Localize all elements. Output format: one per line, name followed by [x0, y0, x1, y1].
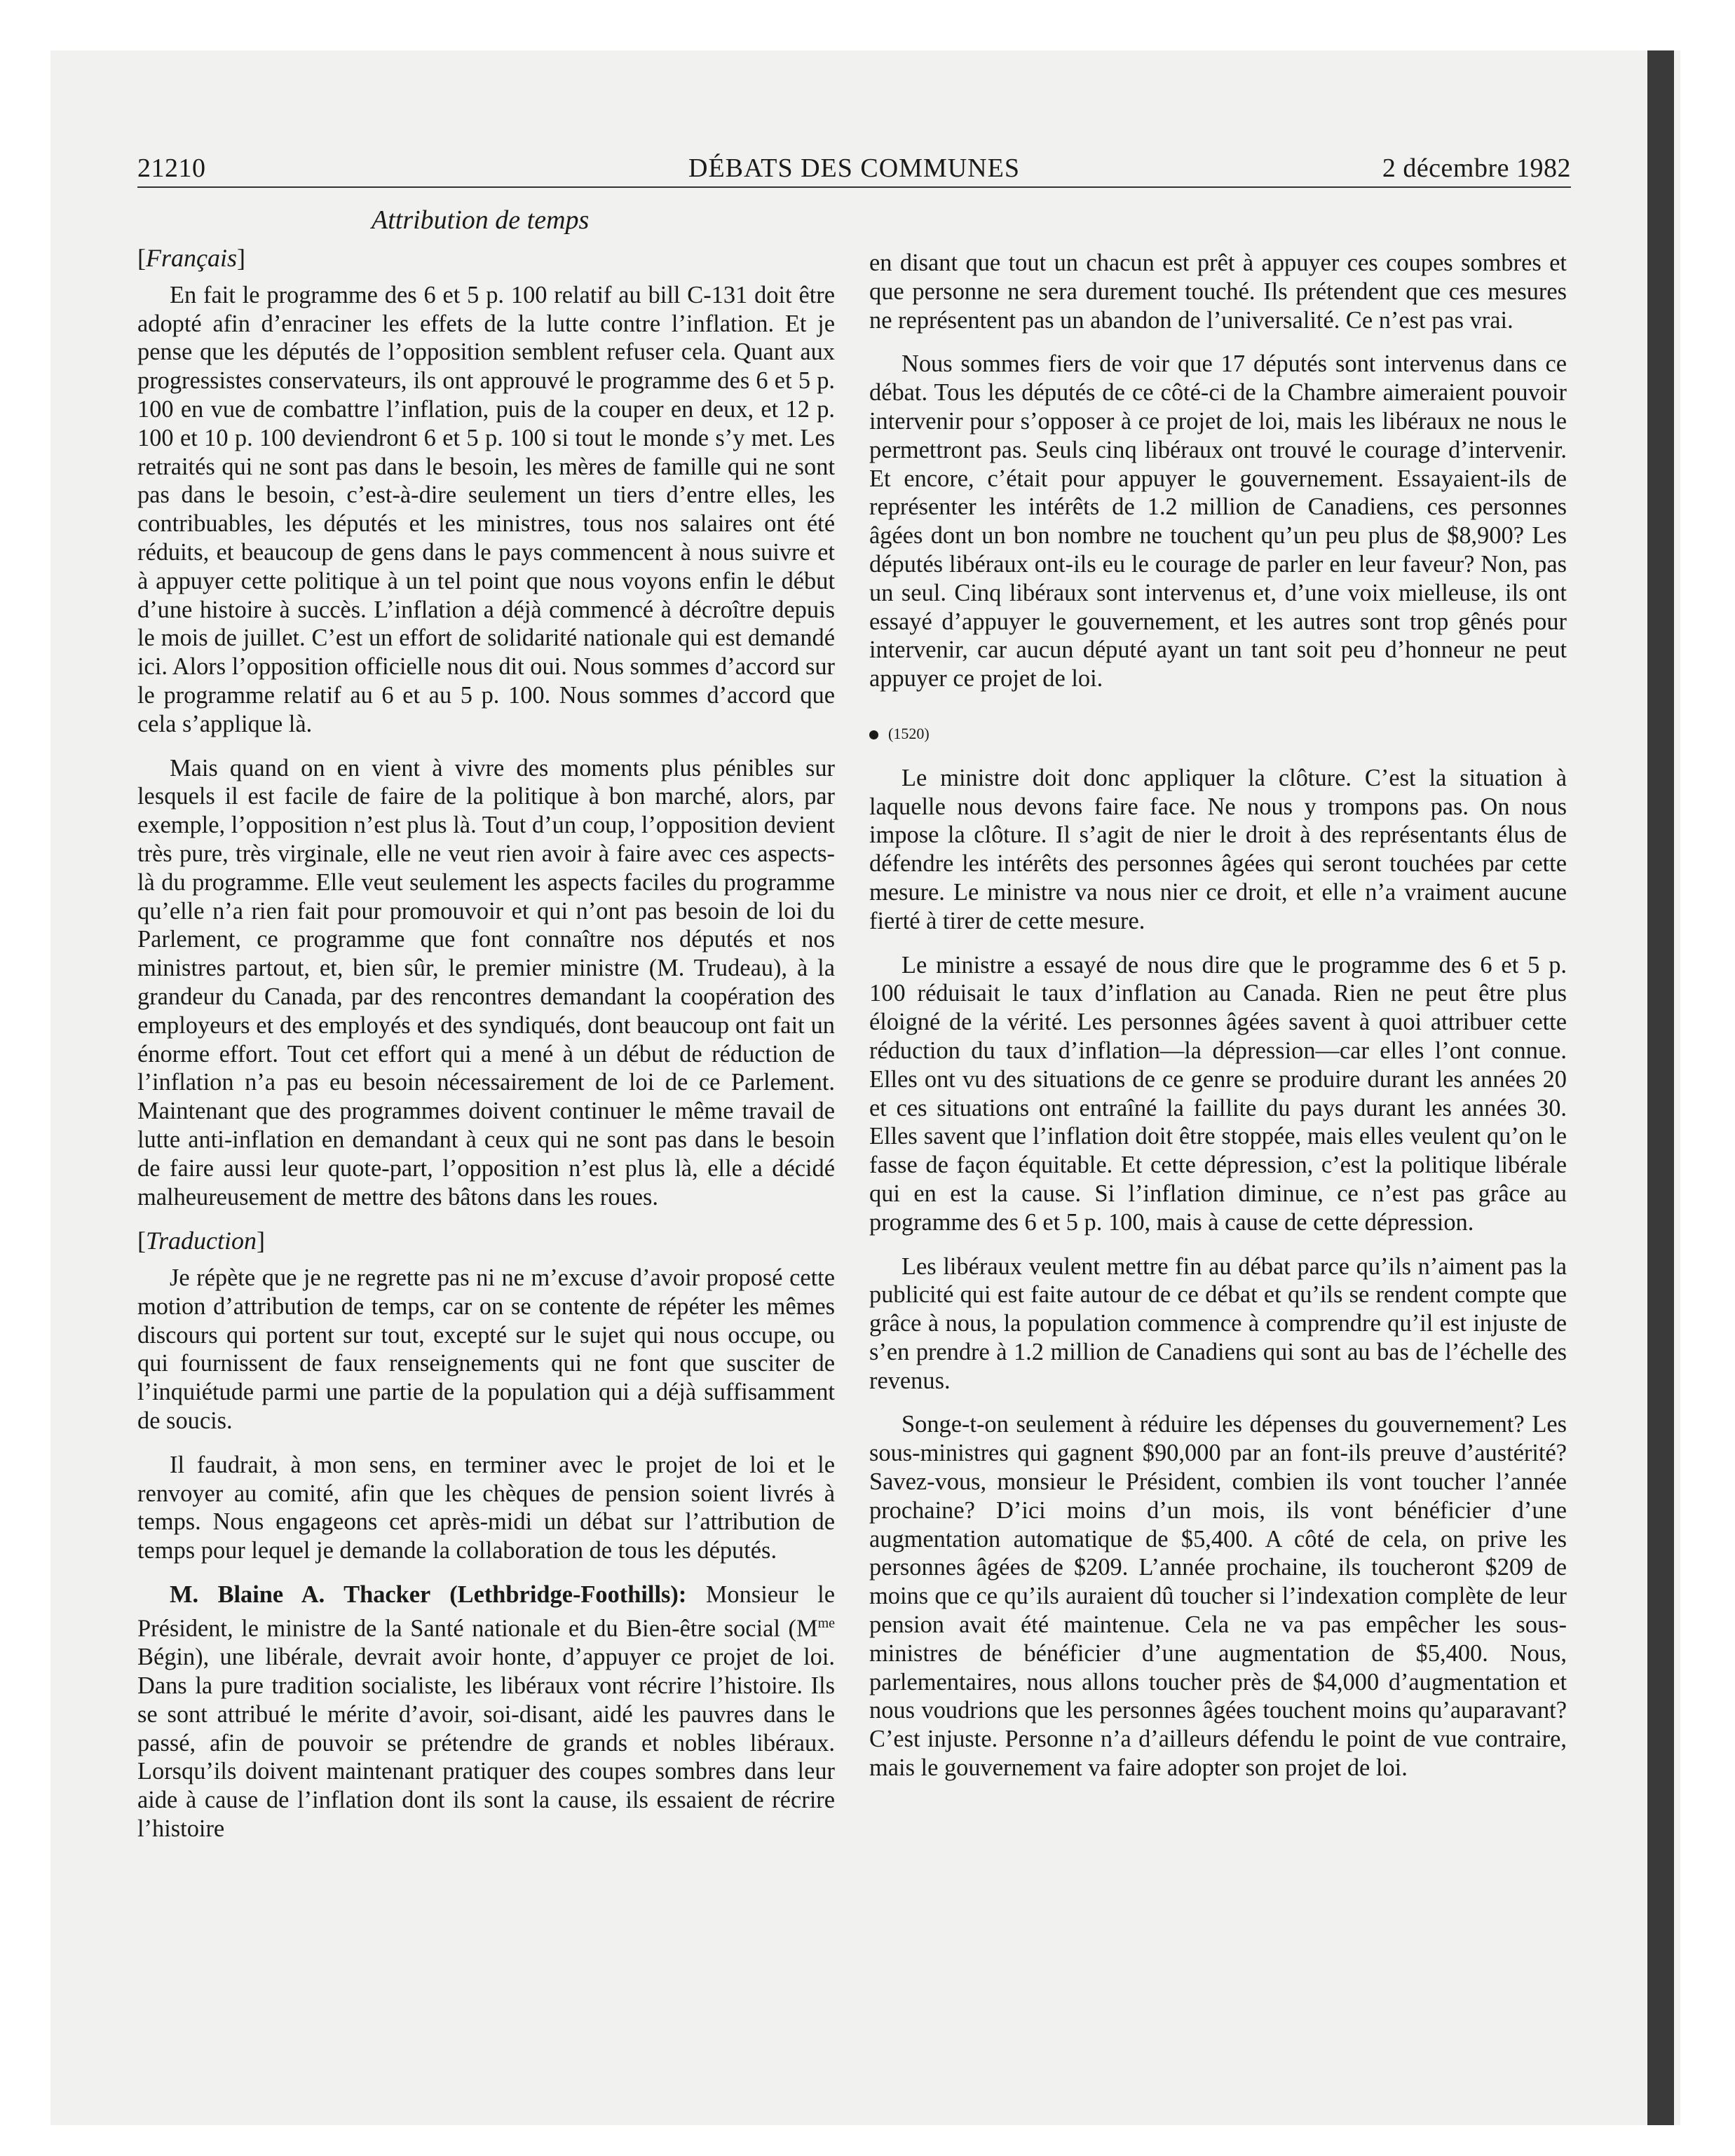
paragraph: Le ministre doit donc appliquer la clôture. C’est la situation à laquelle nous devons faire face. Ne nous y trompons pas. On nous impose la clôture. Il s’agit de nier le droit à des représentants élus de défendre les intérêts des personnes âgées qui seront touchées par cette mesure. Le ministre va nous nier ce droit, et elle n’a vraiment aucune fierté à tirer de cette mesure. [869, 764, 1567, 934]
paragraph: Songe-t-on seulement à réduire les dépenses du gouvernement? Les sous-ministres qui gagnent $90,000 par an font-ils preuve d’austérité? Savez-vous, monsieur le Président, combien ils vont toucher l’année prochaine? D’ici moins d’un mois, ils vont bénéficier d’une augmentation automatique de $5,400. A côté de cela, on prive les personnes âgées de $209. L’année prochaine, ils toucheront $209 de moins que ce qu’ils auraient dû toucher si l’indexation complète de leur pension avait été maintenue. Cela ne va pas empêcher les sous-ministres de bénéficier d’une augmentation de $5,400. Nous, parlementaires, nous allons toucher près de $4,000 d’augmentation et nous voudrions que les personnes âgées touchent moins qu’auparavant? C’est injuste. Personne n’a d’ailleurs défendu le point de vue contraire, mais le gouvernement va faire adopter son projet de loi. [869, 1411, 1567, 1782]
paragraph: Mais quand on en vient à vivre des moments plus pénibles sur lesquels il est facile de faire de la politique à bon marché, alors, par exemple, l’opposition n’est plus là. Tout d’un coup, l’opposition devient très pure, très virginale, elle ne veut rien avoir à faire avec ces aspects-là du programme. Elle veut seulement les aspects faciles du programme qu’elle n’a rien fait pour promouvoir et qui n’ont pas besoin de loi du Parlement, ce programme que font connaître nos députés et nos ministres partout, et, bien sûr, le premier ministre (M. Trudeau), à la grandeur du Canada, par des rencontres demandant la coopération des employeurs et des employés et des syndiqués, dont beaucoup ont fait un énorme effort. Tout cet effort qui a mené à un début de réduction de l’inflation n’a pas eu besoin nécessairement de loi de ce Parlement. Maintenant que des programmes doivent continuer le même travail de lutte anti-inflation en demandant à ceux qui ne sont pas dans le besoin de faire aussi leur quote-part, l’opposition n’est plus là, elle a décidé malheureusement de mettre des bâtons dans les roues. [137, 754, 835, 1210]
header-rule [137, 186, 1571, 188]
speaker-name: M. Blaine A. Thacker (Lethbridge-Foothills): [170, 1581, 687, 1609]
paragraph: Je répète que je ne regrette pas ni ne m’excuse d’avoir proposé cette motion d’attribution de temps, car on se contente de répéter les mêmes discours qui portent sur tout, excepté sur le sujet qui nous occupe, ou qui fournissent de faux renseignements qui ne font que susciter de l’inquiétude parmi une partie de la population qui a déjà suffisamment de soucis. [137, 1264, 835, 1435]
page-number: 21210 [137, 153, 206, 183]
paragraph: Il faudrait, à mon sens, en terminer avec le projet de loi et le renvoyer au comité, afin que les chèques de pension soient livrés à temps. Nous engageons cet après-midi un débat sur l’attribution de temps pour lequel je demande la collaboration de tous les députés. [137, 1451, 835, 1564]
left-column [137, 244, 835, 1843]
running-head: Attribution de temps [372, 205, 590, 235]
language-marker-traduction: [Traduction] [137, 1227, 266, 1255]
speaker-paragraph: M. Blaine A. Thacker (Lethbridge-Foothills): Monsieur le Président, le ministre de la Santé nationale et du Bien-être social ($M^{me}$ Bégin), une libérale, devrait avoir honte, d’appuyer ce projet de loi. Dans la pure tradition socialiste, les libéraux vont récrire l’histoire. Ils se sont attribué le mérite d’avoir, soi-disant, aidé les pauvres dans le passé, afin de pouvoir se prétendre de grands et nobles libéraux. Lorsqu’ils doivent maintenant pratiquer des coupes sombres dans leur aide à cause de l’inflation dont ils sont la cause, ils essaient de récrire l’histoire [137, 1581, 835, 1842]
language-marker-francais: [Français] [137, 244, 245, 272]
paragraph: En fait le programme des 6 et 5 p. 100 relatif au bill C-131 doit être adopté afin d’enraciner les effets de la lutte contre l’inflation. Et je pense que les députés de l’opposition semblent refuser cela. Quant aux progressistes conservateurs, ils ont approuvé le programme des 6 et 5 p. 100 en vue de combattre l’inflation, puis de la couper en deux, et 12 p. 100 et 10 p. 100 deviendront 6 et 5 p. 100 si tout le monde s’y met. Les retraités qui ne sont pas dans le besoin, les mères de famille qui ne sont pas dans le besoin, c’est-à-dire seulement un tiers d’entre elles, les contribuables, les députés et les ministres, tous nos salaires ont été réduits, et beaucoup de gens dans le pays commencent à nous suivre et à appuyer cette politique à un tel point que nous voyons enfin le début d’une histoire à succès. L’inflation a déjà commencé à décroître depuis le mois de juillet. C’est un effort de solidarité nationale qui est demandé ici. Alors l’opposition officielle nous dit oui. Nous sommes d’accord sur le programme relatif au 6 et au 5 p. 100. Nous sommes d’accord que cela s’applique là. [137, 281, 835, 737]
page-date: 2 décembre 1982 [1382, 153, 1571, 183]
paragraph: Les libéraux veulent mettre fin au débat parce qu’ils n’aiment pas la publicité qui est faite autour de ce débat et qu’ils se rendent compte que grâce à nous, la population commence à comprendre qu’il est injuste de s’en prendre à 1.2 million de Canadiens qui sont au bas de l’échelle des revenus. [869, 1253, 1567, 1394]
paragraph: Le ministre a essayé de nous dire que le programme des 6 et 5 p. 100 réduisait le taux d’inflation au Canada. Rien ne peut être plus éloigné de la vérité. Les personnes âgées savent à quoi attribuer cette réduction du taux d’inflation—la dépression—car elles l’ont connue. Elles ont vu des situations de ce genre se produire durant les années 20 et ces situations ont entraîné la faillite du pays durant les années 30. Elles savent que l’inflation doit être stoppée, mais elles veulent qu’on le fasse de façon équitable. Et cette dépression, c’est la politique libérale qui en est la cause. Si l’inflation diminue, ce n’est pas grâce au programme des 6 et 5 p. 100, mais à cause de cette dépression. [869, 951, 1567, 1236]
scan-edge-shadow [1647, 50, 1674, 2125]
bullet-icon [869, 730, 878, 739]
paragraph: Nous sommes fiers de voir que 17 députés sont intervenus dans ce débat. Tous les députés de ce côté-ci de la Chambre aimeraient pouvoir intervenir pour s’opposer à ce projet de loi, mais les libéraux ne nous le permettront pas. Seuls cinq libéraux ont trouvé le courage d’intervenir. Et encore, c’était pour appuyer le gouvernement. Essayaient-ils de représenter les intérêts de 1.2 million de Canadiens, ces personnes âgées dont un bon nombre ne touchent qu’un peu plus de $8,900? Les députés libéraux ont-ils eu le courage de parler en leur faveur? Non, pas un seul. Cinq libéraux sont intervenus et, d’une voix mielleuse, ils ont essayé d’appuyer le gouvernement, et les autres sont trop gênés pour intervenir, car aucun député ayant un tant soit peu d’honneur ne peut appuyer ce projet de loi. [869, 350, 1567, 692]
publication-title: DÉBATS DES COMMUNES [688, 153, 1020, 183]
right-column [869, 249, 1567, 1782]
page-header [137, 153, 1571, 186]
time-marker: (1520) [869, 720, 1567, 749]
paragraph: en disant que tout un chacun est prêt à appuyer ces coupes sombres et que personne ne sera durement touché. Ils prétendent que ces mesures ne représentent pas un abandon de l’universalité. Ce n’est pas vrai. [869, 250, 1567, 334]
